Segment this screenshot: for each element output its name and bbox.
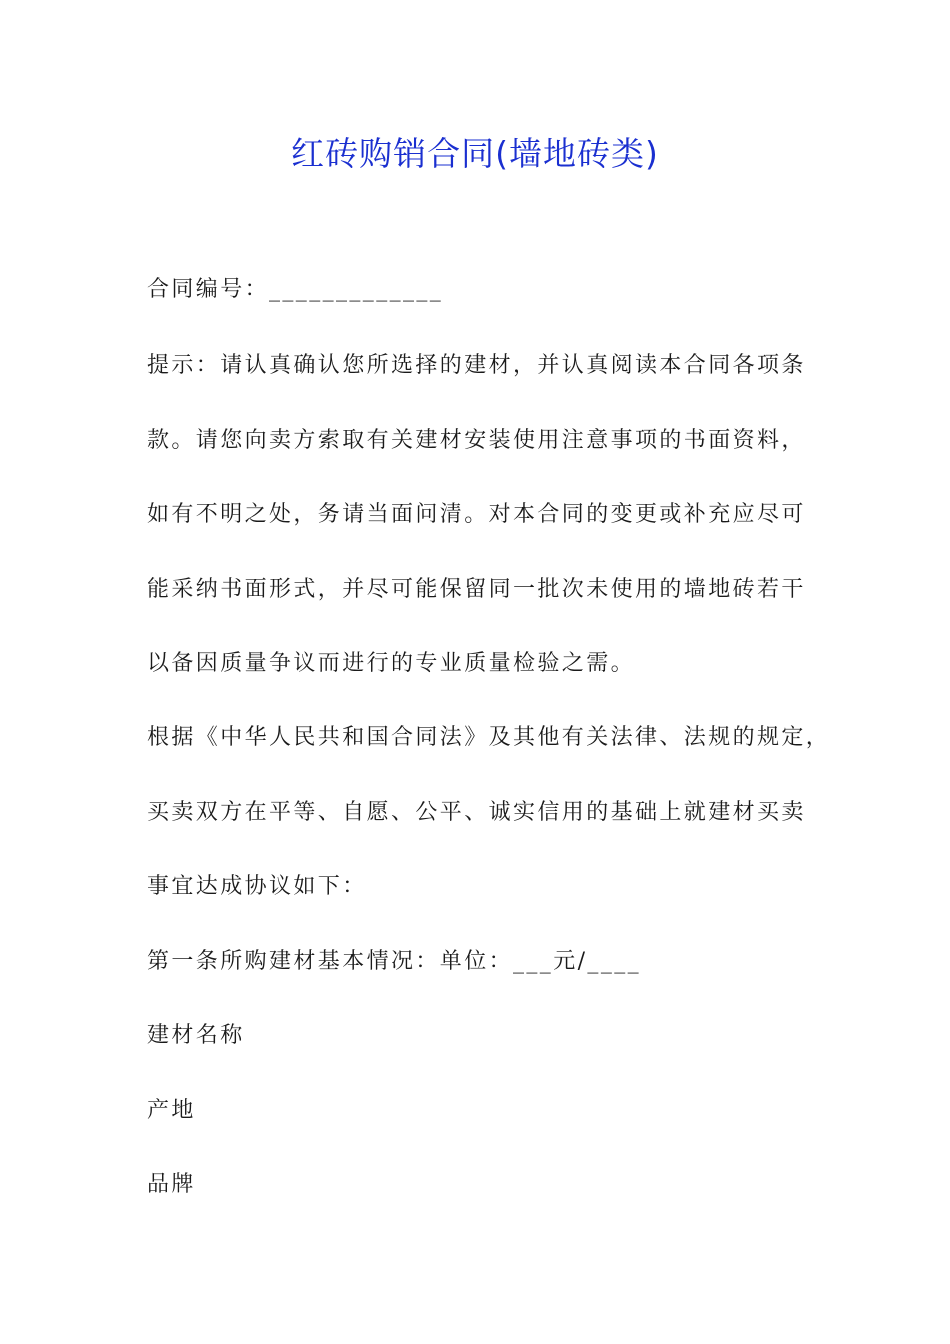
contract-number-line: 合同编号：_____________ <box>147 277 444 302</box>
preamble-line-1: 根据《中华人民共和国合同法》及其他有关法律、法规的规定， <box>147 725 831 750</box>
notice-paragraph-line-1: 提示：请认真确认您所选择的建材，并认真阅读本合同各项条 <box>147 353 806 378</box>
notice-paragraph-line-3: 如有不明之处，务请当面问清。对本合同的变更或补充应尽可 <box>147 502 806 527</box>
preamble-line-2: 买卖双方在平等、自愿、公平、诚实信用的基础上就建材买卖 <box>147 800 806 825</box>
notice-paragraph-line-2: 款。请您向卖方索取有关建材安装使用注意事项的书面资料， <box>147 428 806 453</box>
document-title: 红砖购销合同(墙地砖类) <box>291 134 659 173</box>
article-one-heading: 第一条所购建材基本情况：单位：___元/____ <box>147 949 642 974</box>
preamble-line-3: 事宜达成协议如下： <box>147 874 367 899</box>
field-material-name: 建材名称 <box>147 1023 245 1048</box>
field-origin: 产地 <box>147 1098 196 1123</box>
field-brand: 品牌 <box>147 1172 196 1197</box>
notice-paragraph-line-4: 能采纳书面形式，并尽可能保留同一批次未使用的墙地砖若干 <box>147 577 806 602</box>
notice-paragraph-line-5: 以备因质量争议而进行的专业质量检验之需。 <box>147 651 636 676</box>
